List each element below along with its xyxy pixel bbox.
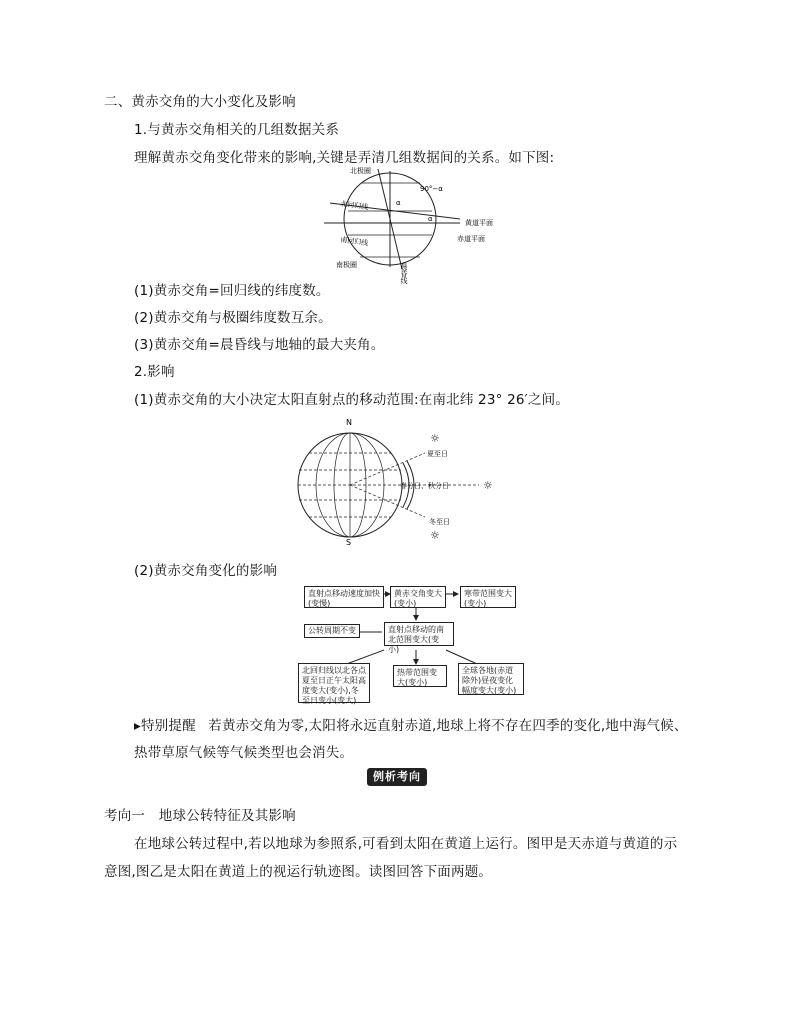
- subsolar-range-diagram: [295, 415, 515, 545]
- flow-box-sun-height: 北回归线以北各点夏至日正午太阳高度变大(变小),冬至日变小(变大): [298, 663, 370, 703]
- flow-box-speed: 直射点移动速度加快(变慢): [304, 586, 384, 608]
- note-line-2: 热带草原气候等气候类型也会消失。: [134, 745, 354, 761]
- label-ecliptic-plane: 黄道平面: [465, 219, 493, 227]
- subsection-title-1: 1.与黄赤交角相关的几组数据关系: [134, 122, 340, 138]
- flow-box-daynight: 全球各地(赤道除外)昼夜变化幅度变大(变小): [458, 663, 524, 695]
- flow-box-period: 公转周期不变: [304, 624, 360, 638]
- label-alpha-1: α: [396, 199, 401, 207]
- label-angle-top: 90°−α: [420, 185, 443, 193]
- flow-box-range: 直射点移动的南北范围变大(变小): [384, 622, 454, 646]
- kaoxiang-text-2: 意图,图乙是太阳在黄道上的视运行轨迹图。读图回答下面两题。: [104, 864, 493, 880]
- intro-text: 理解黄赤交角变化带来的影响,关键是弄清几组数据间的关系。如下图:: [134, 150, 555, 166]
- section-title: 二、黄赤交角的大小变化及影响: [104, 94, 296, 110]
- label-winter: 冬至日: [429, 518, 450, 526]
- note-line-1: [134, 714, 688, 734]
- label-equinox: 春分日、秋分日: [400, 482, 449, 490]
- sun-icon-summer: ☼: [430, 432, 440, 445]
- item1-1: (1)黄赤交角=回归线的纬度数。: [134, 283, 330, 299]
- label-south: S: [346, 538, 352, 547]
- label-antarctic: 南极圈: [336, 261, 357, 269]
- kaoxiang-title: 考向一 地球公转特征及其影响: [104, 808, 296, 824]
- label-summer: 夏至日: [427, 450, 448, 458]
- flow-box-ecliptic: 黄赤交角变大(变小): [390, 586, 446, 608]
- ecliptic-angle-diagram: [320, 163, 530, 284]
- flow-box-tropical: 热带范围变大(变小): [393, 665, 447, 687]
- example-badge: 例析考向: [367, 768, 427, 786]
- label-tropic-cancer: 北回归线: [339, 199, 369, 212]
- label-north: N: [346, 418, 352, 427]
- label-tropic-capricorn: 南回归线: [339, 235, 369, 248]
- label-terminator: 晨昏线: [400, 263, 408, 284]
- flow-box-frigid: 寒带范围变大(变小): [460, 586, 516, 608]
- label-arctic: 北极圈: [350, 167, 371, 175]
- label-equator-plane: 赤道平面: [457, 235, 485, 243]
- note-text-1: 若黄赤交角为零,太阳将永远直射赤道,地球上将不存在四季的变化,地中海气候、: [208, 718, 688, 734]
- kaoxiang-text-1: 在地球公转过程中,若以地球为参照系,可看到太阳在黄道上运行。图甲是天赤道与黄道的示: [134, 836, 678, 852]
- sun-icon-equinox: ☼: [483, 479, 493, 492]
- item2-1: (1)黄赤交角的大小决定太阳直射点的移动范围:在南北纬 23° 26′之间。: [134, 392, 570, 408]
- item1-3: (3)黄赤交角=晨昏线与地轴的最大夹角。: [134, 337, 385, 353]
- subsection-title-2: 2.影响: [134, 364, 175, 380]
- item2-2: (2)黄赤交角变化的影响: [134, 563, 278, 579]
- item1-2: (2)黄赤交角与极圈纬度数互余。: [134, 310, 332, 326]
- note-label: ▸特别提醒: [134, 718, 196, 734]
- sun-icon-winter: ☼: [430, 529, 440, 542]
- label-alpha-2: α: [428, 215, 433, 223]
